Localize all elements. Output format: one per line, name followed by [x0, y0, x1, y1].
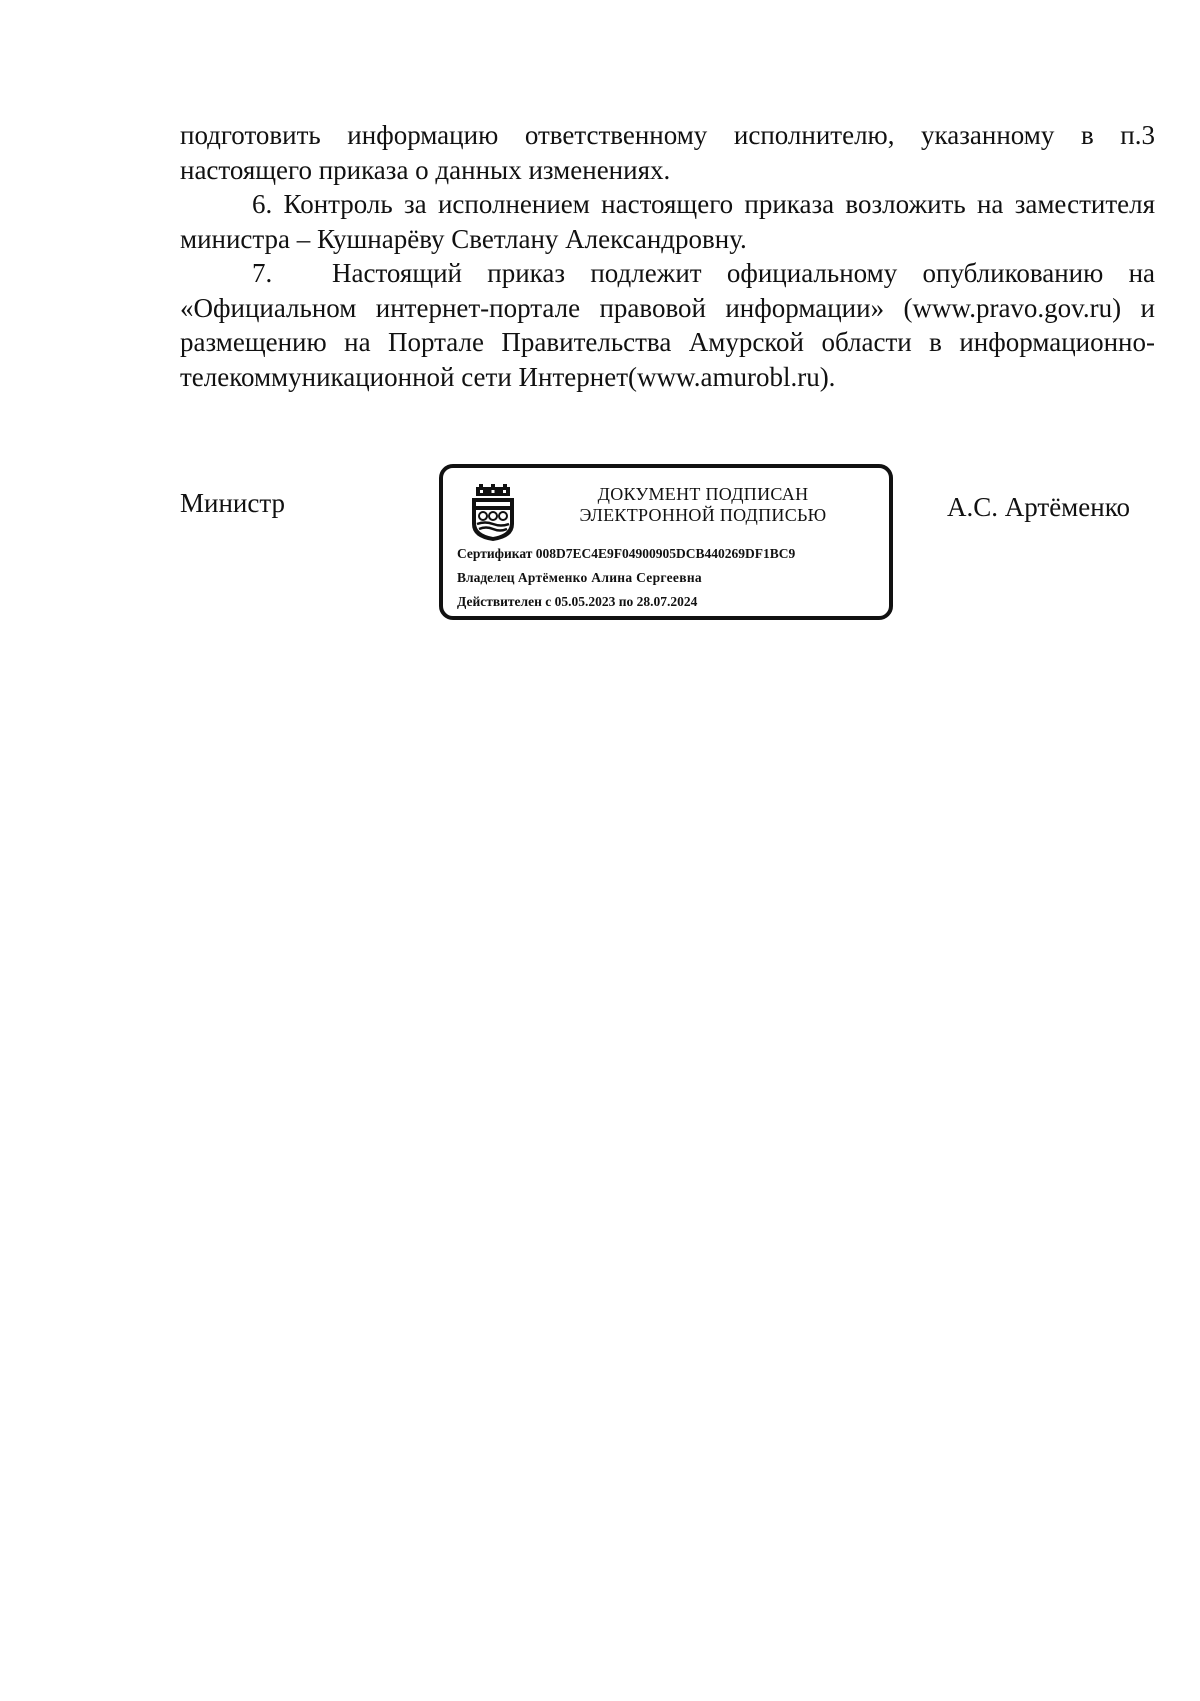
stamp-validity-line [457, 594, 697, 610]
certificate-label: Сертификат [457, 546, 533, 561]
valid-to-date: 28.07.2024 [636, 594, 698, 609]
paragraph-7-line-1 [180, 256, 1155, 291]
signer-name: А.С. Артёменко [947, 492, 1130, 522]
paragraph-6-line-2: министра – Кушнарёву Светлану Александровну. [180, 223, 747, 254]
paragraph-5-continuation-line-1: подготовить информацию ответственному исполнителю, указанному в п.3 [180, 120, 1155, 150]
paragraph-7-line-2: «Официальном интернет-портале правовой информации» (www.pravo.gov.ru) и [180, 292, 1155, 323]
certificate-number: 008D7EC4E9F04900905DCB440269DF1BC9 [535, 546, 796, 561]
order-body-text [180, 118, 1155, 394]
paragraph-7-line-1-text: Настоящий приказ подлежит официальному опубликованию на [332, 258, 1155, 288]
valid-from-label: Действителен с [457, 594, 552, 609]
valid-from-date: 05.05.2023 [554, 594, 616, 609]
owner-label: Владелец [457, 570, 515, 585]
signer-position: Министр [180, 488, 285, 518]
paragraph-5-continuation-line-2: настоящего приказа о данных изменениях. [180, 154, 671, 185]
paragraph-7-number: 7. [252, 258, 273, 288]
owner-name: Артёменко Алина Сергеевна [517, 570, 702, 585]
paragraph-6-line-1: 6. Контроль за исполнением настоящего приказа возложить на заместителя [252, 189, 1155, 219]
stamp-owner-line [457, 570, 702, 586]
stamp-title [553, 484, 853, 526]
stamp-certificate-line [457, 546, 795, 562]
stamp-title-line-2: ЭЛЕКТРОННОЙ ПОДПИСЬЮ [579, 505, 827, 525]
amur-region-coat-of-arms-icon [468, 484, 518, 542]
electronic-signature-stamp [439, 464, 893, 620]
stamp-title-line-1: ДОКУМЕНТ ПОДПИСАН [597, 484, 809, 504]
valid-to-label: по [618, 594, 634, 609]
paragraph-7-line-4: телекоммуникационной сети Интернет(www.amurobl.ru). [180, 361, 836, 392]
paragraph-7-line-3: размещению на Портале Правительства Амурской области в информационно- [180, 327, 1155, 357]
